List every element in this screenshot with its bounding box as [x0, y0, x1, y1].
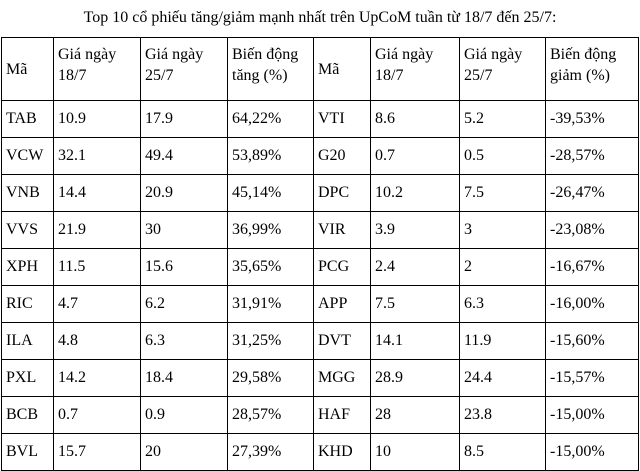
cell-price-18-7-down: 2.4: [371, 249, 460, 286]
cell-price-18-7-down: 28: [371, 397, 460, 434]
cell-price-25-7-down: 24.4: [460, 360, 546, 397]
cell-change-up: 53,89%: [228, 138, 314, 175]
cell-price-25-7-down: 6.3: [460, 286, 546, 323]
cell-price-25-7-down: 0.5: [460, 138, 546, 175]
table-row: [2, 286, 639, 323]
cell-code-up: PXL: [2, 360, 54, 397]
cell-code-up: BVL: [2, 434, 54, 471]
cell-price-25-7-up: 17.9: [141, 101, 228, 138]
cell-code-down: VTI: [314, 101, 371, 138]
cell-change-down: -23,08%: [546, 212, 639, 249]
table-row: [2, 434, 639, 471]
cell-price-25-7-up: 20: [141, 434, 228, 471]
cell-code-down: VIR: [314, 212, 371, 249]
cell-code-down: HAF: [314, 397, 371, 434]
cell-price-25-7-down: 5.2: [460, 101, 546, 138]
cell-price-25-7-down: 3: [460, 212, 546, 249]
cell-price-25-7-down: 8.5: [460, 434, 546, 471]
cell-price-18-7-down: 10: [371, 434, 460, 471]
header-cell-price-18-7-up: Giá ngày 18/7: [54, 38, 141, 101]
stock-table: [1, 37, 639, 471]
cell-code-down: KHD: [314, 434, 371, 471]
cell-price-18-7-up: 4.8: [54, 323, 141, 360]
cell-code-up: VNB: [2, 175, 54, 212]
cell-change-up: 27,39%: [228, 434, 314, 471]
cell-price-18-7-down: 7.5: [371, 286, 460, 323]
cell-price-18-7-up: 14.2: [54, 360, 141, 397]
cell-price-25-7-up: 49.4: [141, 138, 228, 175]
cell-change-down: -15,57%: [546, 360, 639, 397]
cell-price-25-7-up: 20.9: [141, 175, 228, 212]
cell-code-up: VCW: [2, 138, 54, 175]
cell-code-up: ILA: [2, 323, 54, 360]
header-cell-change-down: Biến động giảm (%): [546, 38, 639, 101]
cell-change-down: -16,00%: [546, 286, 639, 323]
cell-change-down: -15,00%: [546, 434, 639, 471]
table-row: [2, 360, 639, 397]
cell-price-25-7-up: 18.4: [141, 360, 228, 397]
cell-change-down: -16,67%: [546, 249, 639, 286]
header-cell-code-down: Mã: [314, 38, 371, 101]
table-row: [2, 323, 639, 360]
table-row: [2, 138, 639, 175]
cell-price-18-7-down: 14.1: [371, 323, 460, 360]
cell-price-25-7-up: 0.9: [141, 397, 228, 434]
cell-code-up: VVS: [2, 212, 54, 249]
cell-code-down: MGG: [314, 360, 371, 397]
table-row: [2, 212, 639, 249]
cell-change-up: 29,58%: [228, 360, 314, 397]
cell-price-25-7-up: 6.3: [141, 323, 228, 360]
cell-change-up: 31,91%: [228, 286, 314, 323]
cell-change-up: 35,65%: [228, 249, 314, 286]
cell-price-25-7-down: 2: [460, 249, 546, 286]
cell-code-up: RIC: [2, 286, 54, 323]
cell-price-18-7-up: 11.5: [54, 249, 141, 286]
cell-price-25-7-down: 7.5: [460, 175, 546, 212]
cell-price-18-7-up: 15.7: [54, 434, 141, 471]
header-cell-price-25-7-up: Giá ngày 25/7: [141, 38, 228, 101]
cell-code-up: XPH: [2, 249, 54, 286]
cell-change-down: -15,60%: [546, 323, 639, 360]
cell-price-18-7-up: 14.4: [54, 175, 141, 212]
cell-code-down: PCG: [314, 249, 371, 286]
header-row: [2, 38, 639, 101]
cell-change-up: 31,25%: [228, 323, 314, 360]
cell-price-18-7-down: 10.2: [371, 175, 460, 212]
cell-change-up: 45,14%: [228, 175, 314, 212]
cell-code-down: DVT: [314, 323, 371, 360]
cell-price-25-7-up: 6.2: [141, 286, 228, 323]
cell-price-25-7-down: 11.9: [460, 323, 546, 360]
table-row: [2, 101, 639, 138]
cell-change-up: 64,22%: [228, 101, 314, 138]
cell-price-18-7-up: 0.7: [54, 397, 141, 434]
table-row: [2, 249, 639, 286]
cell-price-18-7-down: 3.9: [371, 212, 460, 249]
cell-price-25-7-up: 30: [141, 212, 228, 249]
cell-change-down: -28,57%: [546, 138, 639, 175]
cell-price-18-7-down: 28.9: [371, 360, 460, 397]
header-cell-price-25-7-down: Giá ngày 25/7: [460, 38, 546, 101]
header-cell-change-up: Biến động tăng (%): [228, 38, 314, 101]
cell-price-25-7-up: 15.6: [141, 249, 228, 286]
header-cell-price-18-7-down: Giá ngày 18/7: [371, 38, 460, 101]
cell-change-down: -39,53%: [546, 101, 639, 138]
header-cell-code-up: Mã: [2, 38, 54, 101]
cell-price-18-7-down: 8.6: [371, 101, 460, 138]
cell-code-down: APP: [314, 286, 371, 323]
cell-change-down: -26,47%: [546, 175, 639, 212]
cell-price-18-7-down: 0.7: [371, 138, 460, 175]
cell-code-up: TAB: [2, 101, 54, 138]
cell-code-down: DPC: [314, 175, 371, 212]
cell-price-18-7-up: 4.7: [54, 286, 141, 323]
cell-price-18-7-up: 10.9: [54, 101, 141, 138]
cell-change-up: 36,99%: [228, 212, 314, 249]
cell-price-18-7-up: 21.9: [54, 212, 141, 249]
cell-price-25-7-down: 23.8: [460, 397, 546, 434]
table-row: [2, 175, 639, 212]
cell-code-down: G20: [314, 138, 371, 175]
cell-change-up: 28,57%: [228, 397, 314, 434]
cell-price-18-7-up: 32.1: [54, 138, 141, 175]
table-row: [2, 397, 639, 434]
table-title: Top 10 cổ phiếu tăng/giảm mạnh nhất trên UpCoM tuần từ 18/7 đến 25/7:: [83, 9, 557, 26]
cell-code-up: BCB: [2, 397, 54, 434]
cell-change-down: -15,00%: [546, 397, 639, 434]
